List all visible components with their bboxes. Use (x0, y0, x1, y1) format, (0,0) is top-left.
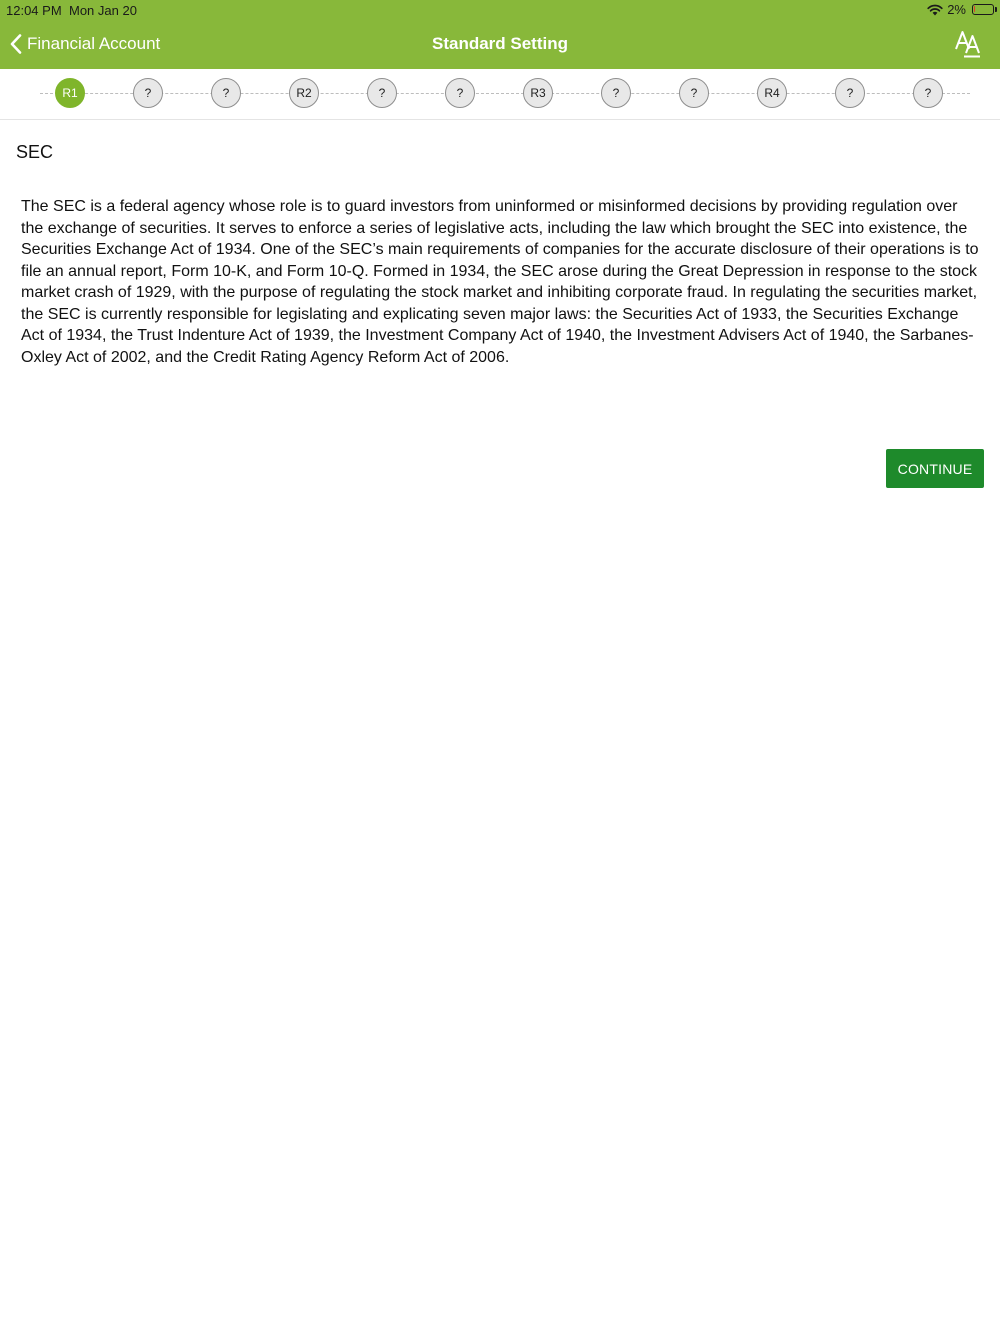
status-bar (0, 0, 1000, 20)
step-9[interactable]: ? (679, 78, 709, 108)
app-header (0, 0, 1000, 69)
step-2[interactable]: ? (133, 78, 163, 108)
status-indicators (927, 2, 994, 17)
step-7[interactable]: R3 (523, 78, 553, 108)
continue-button[interactable]: CONTINUE (886, 449, 984, 488)
status-time: 12:04 PM (6, 3, 62, 18)
step-11[interactable]: ? (835, 78, 865, 108)
step-1[interactable]: R1 (55, 78, 85, 108)
battery-percent: 2% (947, 2, 966, 17)
status-date: Mon Jan 20 (69, 3, 137, 18)
progress-stepper (0, 69, 1000, 120)
battery-level (974, 6, 975, 12)
step-6[interactable]: ? (445, 78, 475, 108)
page-title: Standard Setting (431, 34, 568, 53)
section-heading: SEC (16, 142, 54, 162)
back-button-label: Financial Account (27, 34, 161, 53)
text-size-icon (954, 29, 982, 59)
wifi-icon (927, 4, 943, 16)
step-10[interactable]: R4 (757, 78, 787, 108)
battery-icon (972, 4, 994, 15)
body-text: The SEC is a federal agency whose role is to guard investors from uninformed or misinformed decisions by providing regulation over the exchange of securities. It serves to enforce a series of legislative acts, including the law which brought the SEC into existence, the Securities Exchange Act of 1934. One of the SEC’s main requirements of companies for the accurate disclosure of their operations is to file an annual report, Form 10-K, and Form 10-Q. Formed in 1934, the SEC arose during the Great Depression in response to the stock market crash of 1929, with the purpose of regulating the stock market and inhibiting corporate fraud. In regulating the securities market, the SEC is currently responsible for legislating and explicating seven major laws: the Securities Act of 1933, the Securities Exchange Act of 1934, the Trust Indenture Act of 1939, the Investment Company Act of 1940, the Investment Advisers Act of 1940, the Sarbanes-Oxley Act of 2002, and the Credit Rating Agency Reform Act of 2006. (21, 198, 979, 366)
step-12[interactable]: ? (913, 78, 943, 108)
step-3[interactable]: ? (211, 78, 241, 108)
step-8[interactable]: ? (601, 78, 631, 108)
stepper-connector-line (40, 93, 970, 94)
step-5[interactable]: ? (367, 78, 397, 108)
step-4[interactable]: R2 (289, 78, 319, 108)
navigation-bar (0, 20, 1000, 69)
font-size-button[interactable] (954, 29, 982, 59)
